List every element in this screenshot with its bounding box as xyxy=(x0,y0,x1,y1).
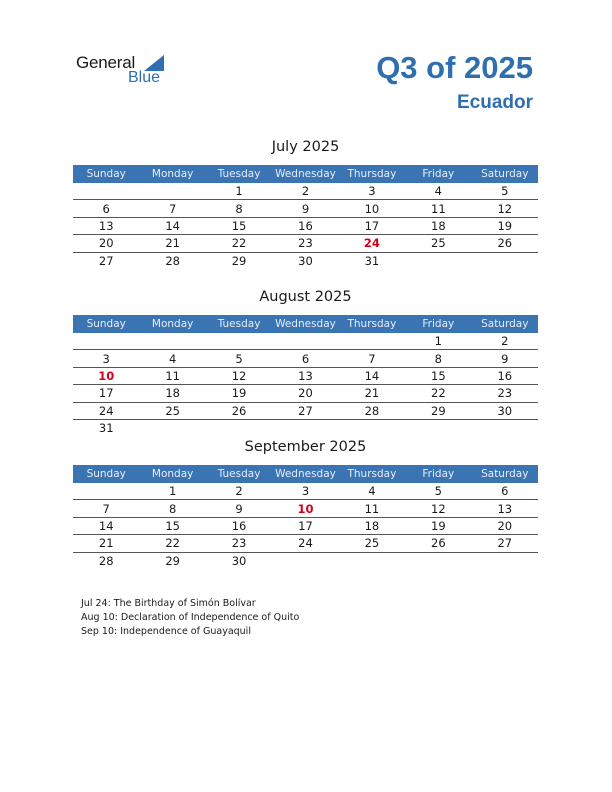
day-cell: 12 xyxy=(405,500,471,517)
week-row xyxy=(73,500,538,517)
holiday-note: Jul 24: The Birthday of Simón Bolívar xyxy=(81,598,256,609)
day-cell: 29 xyxy=(231,253,247,268)
empty-day-cell xyxy=(405,419,471,436)
day-cell: 8 xyxy=(139,500,205,517)
week-row xyxy=(73,483,538,500)
day-cell: 19 xyxy=(472,217,538,234)
day-cell: 15 xyxy=(206,217,272,234)
day-cell: 16 xyxy=(206,517,272,534)
weekday-header: Sunday xyxy=(73,465,139,483)
country-name: Ecuador xyxy=(456,92,533,113)
day-cell: 17 xyxy=(73,385,139,402)
week-row xyxy=(73,385,538,402)
empty-day-cell xyxy=(339,333,405,350)
day-cell: 18 xyxy=(405,217,471,234)
day-cell: 11 xyxy=(339,500,405,517)
day-cell: 6 xyxy=(472,483,538,500)
weekday-header: Monday xyxy=(139,165,205,183)
day-cell: 28 xyxy=(165,253,180,268)
day-cell: 27 xyxy=(98,253,114,268)
empty-day-cell xyxy=(472,419,538,436)
empty-day-cell xyxy=(139,333,205,350)
calendar-grid xyxy=(73,465,538,569)
weekday-header: Thursday xyxy=(339,315,405,333)
week-row xyxy=(73,252,538,269)
day-cell: 29 xyxy=(405,402,471,419)
day-cell: 27 xyxy=(272,402,338,419)
weekday-header: Tuesday xyxy=(206,165,272,183)
holiday-note: Aug 10: Declaration of Independence of Quito xyxy=(81,612,300,623)
day-cell: 25 xyxy=(405,235,471,252)
day-cell: 6 xyxy=(73,200,139,217)
week-row xyxy=(73,535,538,552)
calendar-grid xyxy=(73,315,538,436)
day-cell: 10 xyxy=(339,200,405,217)
day-cell: 7 xyxy=(339,350,405,367)
day-cell: 23 xyxy=(206,535,272,552)
day-cell: 13 xyxy=(472,500,538,517)
day-cell: 15 xyxy=(405,367,471,384)
day-cell: 24 xyxy=(73,402,139,419)
day-cell: 9 xyxy=(206,500,272,517)
day-cell: 6 xyxy=(272,350,338,367)
weekday-header: Saturday xyxy=(472,315,538,333)
day-cell: 8 xyxy=(206,200,272,217)
day-cell: 30 xyxy=(472,402,538,419)
day-cell: 9 xyxy=(472,350,538,367)
week-row xyxy=(73,350,538,367)
day-cell: 8 xyxy=(405,350,471,367)
day-cell: 20 xyxy=(73,235,139,252)
week-row xyxy=(73,200,538,217)
day-cell: 25 xyxy=(139,402,205,419)
day-cell: 1 xyxy=(405,333,471,350)
weekday-header: Thursday xyxy=(339,465,405,483)
holiday-notes xyxy=(81,597,299,639)
weekday-header: Friday xyxy=(405,315,471,333)
weekday-header: Friday xyxy=(405,465,471,483)
day-cell: 1 xyxy=(139,483,205,500)
day-cell: 19 xyxy=(405,517,471,534)
day-cell: 30 xyxy=(298,253,313,268)
weekday-header: Monday xyxy=(139,465,205,483)
day-cell: 4 xyxy=(139,350,205,367)
weekday-header-row xyxy=(73,465,538,483)
day-cell: 18 xyxy=(139,385,205,402)
week-row xyxy=(73,217,538,234)
day-cell: 5 xyxy=(405,483,471,500)
empty-day-cell xyxy=(73,333,139,350)
empty-day-cell xyxy=(139,419,205,436)
holiday-day-cell: 10 xyxy=(272,500,338,517)
day-cell: 22 xyxy=(139,535,205,552)
week-row xyxy=(73,517,538,534)
week-row xyxy=(73,235,538,252)
weekday-header: Saturday xyxy=(472,165,538,183)
week-row xyxy=(73,333,538,350)
day-cell: 23 xyxy=(472,385,538,402)
month-title: July 2025 xyxy=(271,139,340,155)
day-cell: 20 xyxy=(472,517,538,534)
day-cell: 13 xyxy=(272,367,338,384)
day-cell: 17 xyxy=(339,217,405,234)
weekday-header: Wednesday xyxy=(272,465,338,483)
weekday-header: Sunday xyxy=(73,165,139,183)
day-cell: 27 xyxy=(472,535,538,552)
day-cell: 22 xyxy=(405,385,471,402)
week-row xyxy=(73,183,538,200)
empty-day-cell xyxy=(472,252,538,269)
logo-blue-text: Blue xyxy=(128,69,161,86)
day-cell: 23 xyxy=(272,235,338,252)
day-cell: 22 xyxy=(206,235,272,252)
day-cell: 3 xyxy=(73,350,139,367)
weekday-header: Wednesday xyxy=(272,315,338,333)
day-cell: 14 xyxy=(339,367,405,384)
day-cell: 19 xyxy=(206,385,272,402)
empty-day-cell xyxy=(73,183,139,200)
weekday-header: Tuesday xyxy=(206,465,272,483)
empty-day-cell xyxy=(272,333,338,350)
empty-day-cell xyxy=(405,552,471,569)
week-row xyxy=(73,367,538,384)
empty-day-cell xyxy=(73,483,139,500)
day-cell: 9 xyxy=(272,200,338,217)
day-cell: 2 xyxy=(472,333,538,350)
empty-day-cell xyxy=(272,419,338,436)
day-cell: 24 xyxy=(272,535,338,552)
month-july xyxy=(73,137,538,269)
week-row xyxy=(73,552,538,569)
empty-day-cell xyxy=(472,552,538,569)
day-cell: 31 xyxy=(98,421,114,436)
day-cell: 29 xyxy=(165,553,180,568)
month-september xyxy=(73,437,538,569)
generalblue-logo xyxy=(76,53,176,89)
day-cell: 28 xyxy=(98,553,114,568)
week-row xyxy=(73,402,538,419)
day-cell: 11 xyxy=(405,200,471,217)
day-cell: 5 xyxy=(206,350,272,367)
empty-day-cell xyxy=(272,552,338,569)
day-cell: 21 xyxy=(339,385,405,402)
day-cell: 4 xyxy=(339,483,405,500)
day-cell: 31 xyxy=(364,253,380,268)
day-cell: 2 xyxy=(272,183,338,200)
weekday-header: Thursday xyxy=(339,165,405,183)
weekday-header: Monday xyxy=(139,315,205,333)
day-cell: 14 xyxy=(139,217,205,234)
day-cell: 21 xyxy=(139,235,205,252)
day-cell: 28 xyxy=(339,402,405,419)
day-cell: 4 xyxy=(405,183,471,200)
day-cell: 17 xyxy=(272,517,338,534)
month-august xyxy=(73,287,538,436)
day-cell: 13 xyxy=(73,217,139,234)
day-cell: 7 xyxy=(139,200,205,217)
weekday-header: Wednesday xyxy=(272,165,338,183)
month-title: September 2025 xyxy=(244,439,367,455)
weekday-header: Friday xyxy=(405,165,471,183)
quarter-title: Q3 of 2025 xyxy=(376,50,533,85)
day-cell: 26 xyxy=(472,235,538,252)
day-cell: 2 xyxy=(206,483,272,500)
day-cell: 5 xyxy=(472,183,538,200)
empty-day-cell xyxy=(139,183,205,200)
holiday-day-cell: 10 xyxy=(73,367,139,384)
day-cell: 12 xyxy=(206,367,272,384)
weekday-header: Sunday xyxy=(73,315,139,333)
weekday-header-row xyxy=(73,165,538,183)
holiday-day-cell: 24 xyxy=(339,235,405,252)
day-cell: 7 xyxy=(73,500,139,517)
day-cell: 15 xyxy=(139,517,205,534)
weekday-header-row xyxy=(73,315,538,333)
week-row xyxy=(73,419,538,436)
empty-day-cell xyxy=(339,419,405,436)
day-cell: 14 xyxy=(73,517,139,534)
empty-day-cell xyxy=(206,419,272,436)
calendar-grid xyxy=(73,165,538,269)
day-cell: 26 xyxy=(206,402,272,419)
day-cell: 21 xyxy=(73,535,139,552)
weekday-header: Tuesday xyxy=(206,315,272,333)
empty-day-cell xyxy=(339,552,405,569)
day-cell: 11 xyxy=(139,367,205,384)
day-cell: 20 xyxy=(272,385,338,402)
day-cell: 16 xyxy=(272,217,338,234)
logo-general-text: General xyxy=(76,53,136,72)
day-cell: 26 xyxy=(405,535,471,552)
weekday-header: Saturday xyxy=(472,465,538,483)
month-title: August 2025 xyxy=(259,289,352,305)
day-cell: 30 xyxy=(231,553,247,568)
holiday-note: Sep 10: Independence of Guayaquil xyxy=(81,626,251,637)
day-cell: 3 xyxy=(272,483,338,500)
day-cell: 3 xyxy=(339,183,405,200)
day-cell: 16 xyxy=(472,367,538,384)
day-cell: 1 xyxy=(206,183,272,200)
day-cell: 12 xyxy=(472,200,538,217)
day-cell: 18 xyxy=(339,517,405,534)
empty-day-cell xyxy=(405,252,471,269)
day-cell: 25 xyxy=(339,535,405,552)
empty-day-cell xyxy=(206,333,272,350)
